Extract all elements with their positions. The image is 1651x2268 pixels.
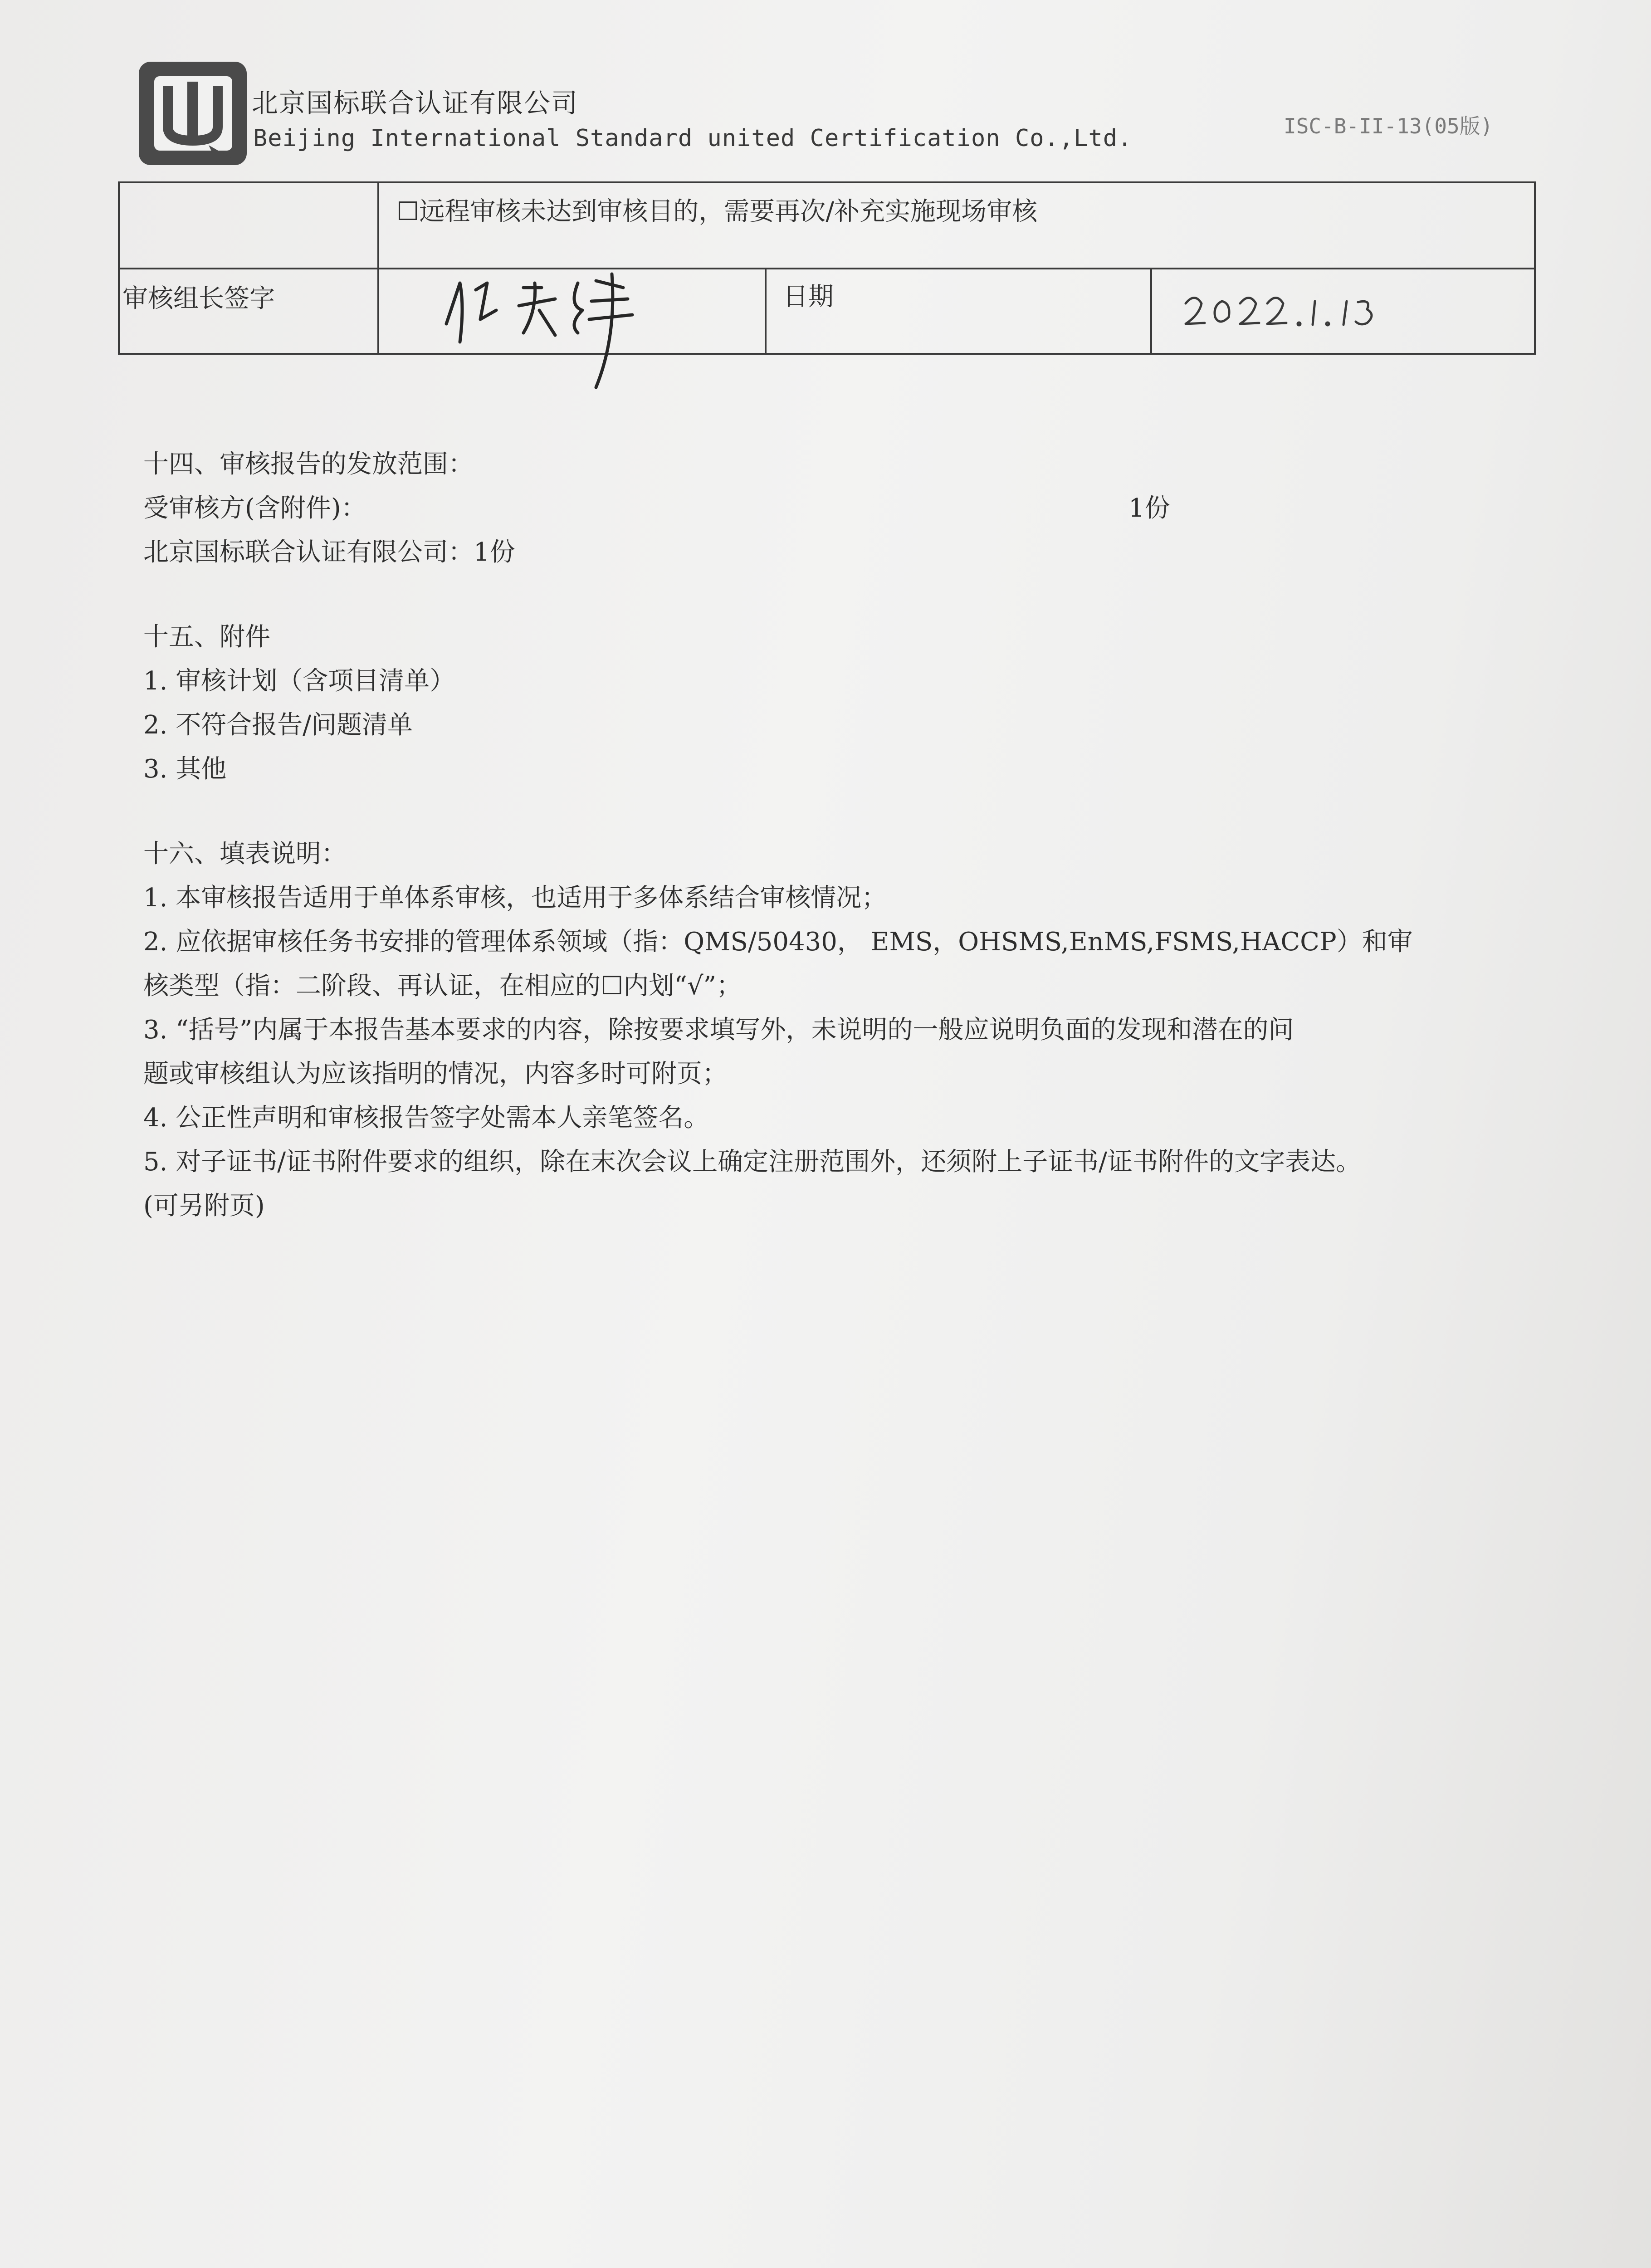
auditee-copies: 1份 — [1128, 494, 1170, 523]
table-divider — [120, 268, 1534, 269]
section-16-heading: 十六、填表说明： — [143, 839, 347, 869]
auditee-label: 受审核方(含附件)： — [143, 494, 366, 523]
remote-audit-option: ☐远程审核未达到审核目的，需要再次/补充实施现场审核 — [396, 197, 1038, 226]
company-name-cn: 北京国标联合认证有限公司 — [252, 88, 579, 118]
instruction-line: 4. 公正性声明和审核报告签字处需本人亲笔签名。 — [143, 1103, 709, 1133]
company-logo-icon — [136, 59, 249, 168]
table-divider — [765, 268, 767, 353]
instruction-line: 3. “括号”内属于本报告基本要求的内容，除按要求填写外，未说明的一般应说明负面的发现和潜在的问 — [143, 1015, 1294, 1045]
report-body — [143, 442, 1540, 1228]
instruction-line: (可另附页) — [143, 1191, 265, 1221]
handwritten-date — [1177, 283, 1412, 333]
form-code: ISC-B-II-13(05版) — [1284, 114, 1493, 138]
section-14-heading: 十四、审核报告的发放范围： — [143, 450, 474, 479]
instruction-line: 2. 应依据审核任务书安排的管理体系领域（指：QMS/50430， EMS，OHSMS,EnMS,FSMS,HACCP）和审 — [143, 927, 1413, 957]
section-15-heading: 十五、附件 — [143, 622, 270, 652]
instruction-line: 1. 本审核报告适用于单体系审核，也适用于多体系结合审核情况； — [143, 883, 887, 913]
table-divider — [1150, 268, 1152, 353]
company-distribution-line: 北京国标联合认证有限公司：1份 — [143, 538, 515, 567]
attachment-item: 3. 其他 — [143, 754, 227, 784]
date-label: 日期 — [783, 282, 834, 312]
auditee-distribution-line — [143, 486, 1540, 530]
attachment-item: 1. 审核计划（含项目清单） — [143, 666, 455, 696]
instruction-line: 核类型（指：二阶段、再认证，在相应的☐内划“√”； — [143, 971, 742, 1001]
instruction-line: 5. 对子证书/证书附件要求的组织，除在末次会议上确定注册范围外，还须附上子证书/证书附件的文字表达。 — [143, 1147, 1361, 1177]
handwritten-signature — [433, 256, 741, 392]
attachment-item: 2. 不符合报告/问题清单 — [143, 710, 413, 740]
leader-signature-label: 审核组长签字 — [122, 284, 275, 313]
signature-table — [118, 181, 1536, 355]
company-name-en: Beijing International Standard united Certification Co.,Ltd. — [253, 125, 1133, 152]
instruction-line: 题或审核组认为应该指明的情况，内容多时可附页； — [143, 1059, 728, 1089]
